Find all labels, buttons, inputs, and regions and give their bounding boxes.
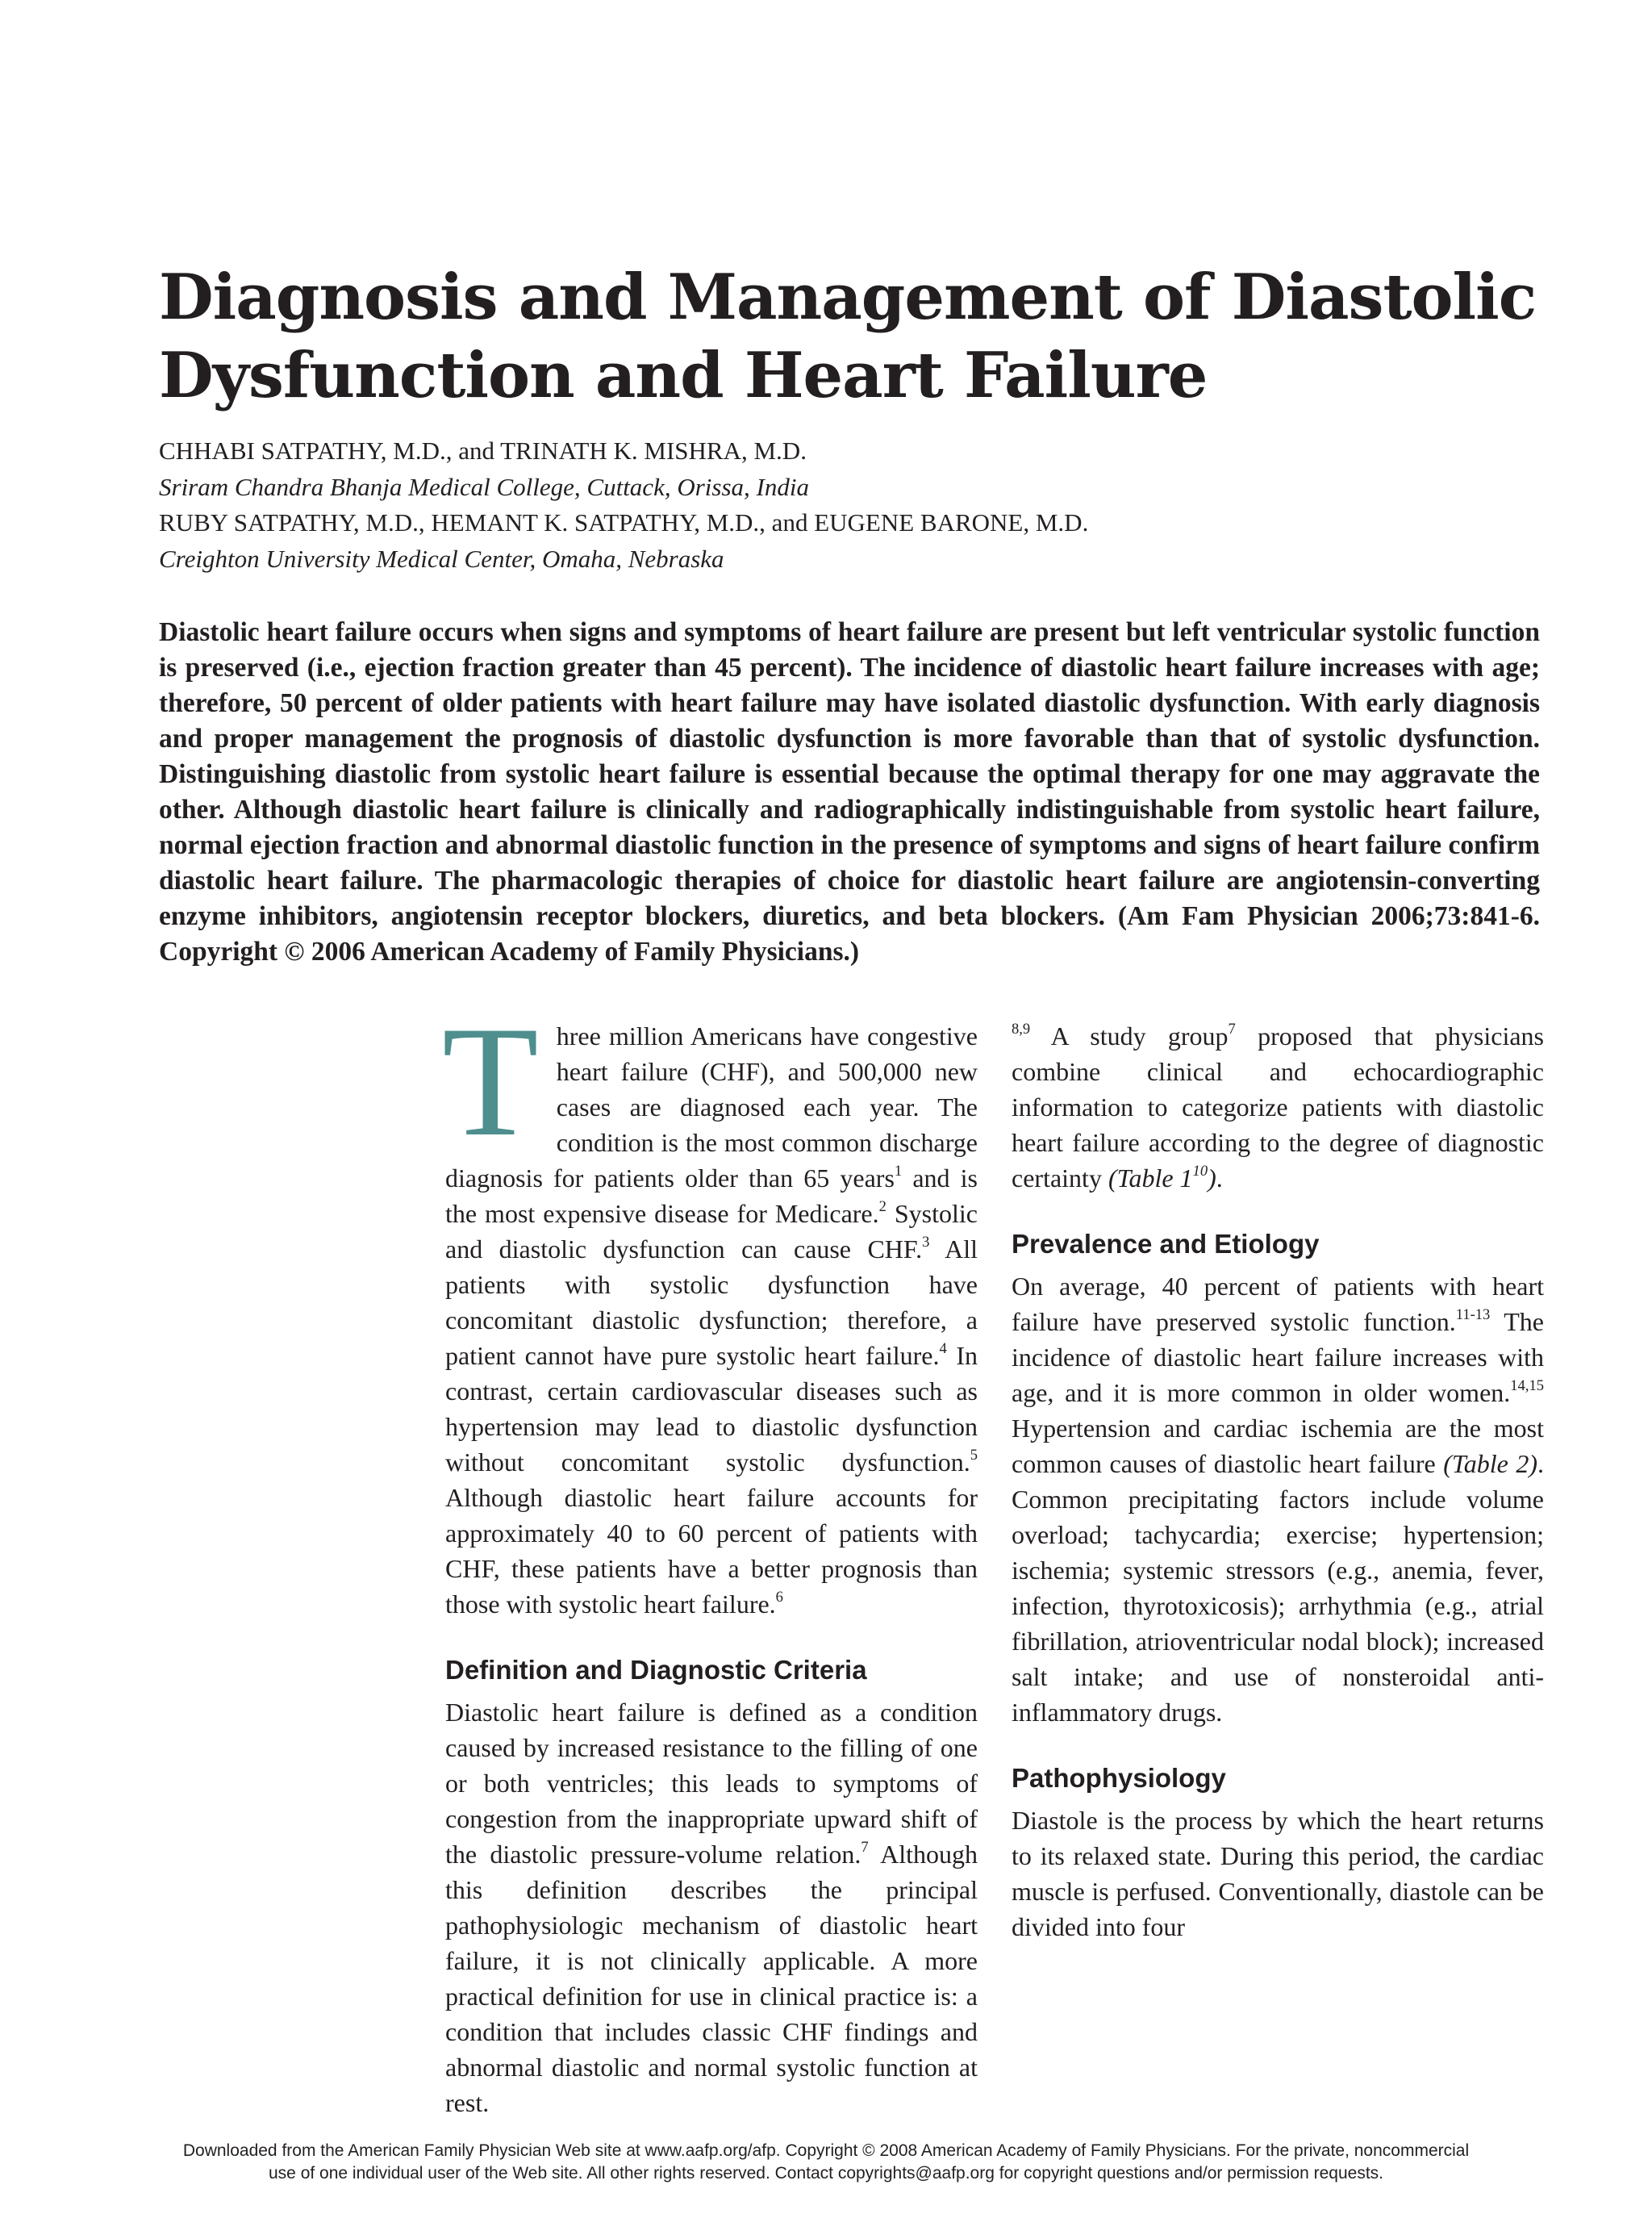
download-footer [81, 2140, 1571, 2185]
article-title [159, 258, 1611, 415]
section-heading-definition: Definition and Diagnostic Criteria [445, 1655, 867, 1685]
section-heading-pathophysiology: Pathophysiology [1012, 1763, 1226, 1793]
intro-text: and is the most expensive disease for Medicare. [445, 1163, 978, 1228]
definition-text: Although this definition describes the principal pathophysiologic mechanism of diastolic heart failure, it is not clinically applicable. A more practical definition for use in clinical practice is: a condition that includes classic CHF findings and abnormal diastolic and normal systolic function at rest. [445, 1840, 978, 2117]
prevalence-text: On average, 40 percent of patients with heart failure have preserved systolic function. [1012, 1272, 1544, 1336]
section-heading-prevalence: Prevalence and Etiology [1012, 1229, 1320, 1259]
citation: 14,15 [1510, 1377, 1544, 1395]
citation: 6 [775, 1589, 783, 1606]
citation: 5 [970, 1447, 978, 1464]
definition-text: Diastolic heart failure is defined as a condition caused by increased resistance to the filling of one or both ventricles; this leads to symptoms of congestion from the inappropriate upward shift of the diastolic pressure-volume relation. [445, 1698, 978, 1869]
abstract: Diastolic heart failure occurs when signs and symptoms of heart failure are present but left ventricular systolic function is preserved (i.e., ejection fraction greater than 45 percent). The incidence of diastolic heart failure increases with age; therefore, 50 percent of older patients with heart failure may have isolated diastolic dysfunction. With early diagnosis and proper management the prognosis of diastolic dysfunction is more favorable than that of systolic dysfunction. Distinguishing diastolic from systolic heart failure is essential because the optimal therapy for one may aggravate the other. Although diastolic heart failure is clinically and radiographically indistinguishable from systolic heart failure, normal ejection fraction and abnormal diastolic function in the presence of symptoms and signs of heart failure confirm diastolic heart failure. The pharmacologic therapies of choice for diastolic heart failure are angiotensin-converting enzyme inhibitors, angiotensin receptor blockers, diuretics, and beta blockers. (Am Fam Physician 2006;73:841-6. Copyright © 2006 American Academy of Family Physicians.) [159, 617, 1540, 967]
sentence-end: . [1216, 1163, 1223, 1193]
author-block [159, 433, 1530, 577]
footer-line: Downloaded from the American Family Physician Web site at www.aafp.org/afp. Copyright © 2008 American Academy of Family Physicians. For the private, noncommercial [182, 2141, 1470, 2160]
title-line-1: Diagnosis and Management of Diastolic [159, 261, 1537, 334]
author-names: CHHABI SATPATHY, M.D., and TRINATH K. MISHRA, M.D. [159, 437, 807, 465]
table-reference: ) [1208, 1163, 1216, 1193]
citation: 10 [1192, 1163, 1208, 1180]
prevalence-text: Hypertension and cardiac ischemia are the most common causes of diastolic heart failure [1012, 1414, 1544, 1478]
title-line-2: Dysfunction and Heart Failure [159, 339, 1208, 412]
intro-text: All patients with systolic dysfunction have concomitant diastolic dysfunction; therefore, a patient cannot have pure systolic heart failure. [445, 1234, 978, 1370]
definition-continued [1012, 1018, 1544, 1196]
table-reference: (Table 1 [1108, 1163, 1193, 1193]
definition-text: proposed that physicians combine clinical and echocardiographic information to categorize patients with diastolic heart failure according to the degree of diagnostic certainty [1012, 1021, 1545, 1193]
pathophysiology-paragraph: Diastole is the process by which the heart returns to its relaxed state. During this period, the cardiac muscle is perfused. Conventionally, diastole can be divided into four [1012, 1806, 1544, 1941]
citation: 7 [861, 1839, 869, 1857]
citation: 3 [922, 1234, 930, 1251]
author-names: RUBY SATPATHY, M.D., HEMANT K. SATPATHY, M.D., and EUGENE BARONE, M.D. [159, 508, 1089, 537]
definition-paragraph [445, 1694, 978, 2120]
drop-cap: T [442, 994, 539, 1169]
citation: 4 [939, 1340, 947, 1358]
definition-text: A study group [1030, 1021, 1229, 1051]
citation: 8,9 [1012, 1021, 1031, 1038]
prevalence-text: The incidence of diastolic heart failure increases with age, and it is more common in older women. [1012, 1307, 1545, 1407]
table-reference: (Table 2) [1443, 1449, 1538, 1478]
body-column-right [1012, 1018, 1544, 1945]
citation: 2 [878, 1198, 886, 1216]
intro-text: In contrast, certain cardiovascular diseases such as hypertension may lead to diastolic dysfunction without concomitant systolic dysfunction. [445, 1341, 978, 1477]
intro-text: hree million Americans have congestive heart failure (CHF), and 500,000 new cases are diagnosed each year. The condition is the most common discharge diagnosis for patients older than 65 years [445, 1021, 978, 1193]
intro-text: Systolic and diastolic dysfunction can cause CHF. [445, 1199, 978, 1264]
footer-line: use of one individual user of the Web site. All other rights reserved. Contact copyrights@aafp.org for copyright questions and/or permission requests. [269, 2164, 1383, 2183]
body-column-left [442, 994, 978, 2120]
citation: 1 [894, 1163, 903, 1180]
intro-paragraph [442, 994, 978, 1622]
citation: 7 [1228, 1021, 1236, 1038]
prevalence-paragraph [1012, 1268, 1544, 1730]
author-affiliation: Sriram Chandra Bhanja Medical College, Cuttack, Orissa, India [159, 472, 809, 501]
citation: 11-13 [1455, 1306, 1491, 1324]
prevalence-text: . Common precipitating factors include volume overload; tachycardia; exercise; hypertension; ischemia; systemic stressors (e.g., anemia, fever, infection, thyrotoxicosis); arrhythmia (e.g., atrial fibrillation, atrioventricular nodal block); increased salt intake; and use of nonsteroidal anti-inflammatory drugs. [1012, 1449, 1545, 1727]
author-affiliation: Creighton University Medical Center, Omaha, Nebraska [159, 544, 724, 573]
intro-text: Although diastolic heart failure accounts for approximately 40 to 60 percent of patients with CHF, these patients have a better prognosis than those with systolic heart failure. [445, 1483, 978, 1619]
